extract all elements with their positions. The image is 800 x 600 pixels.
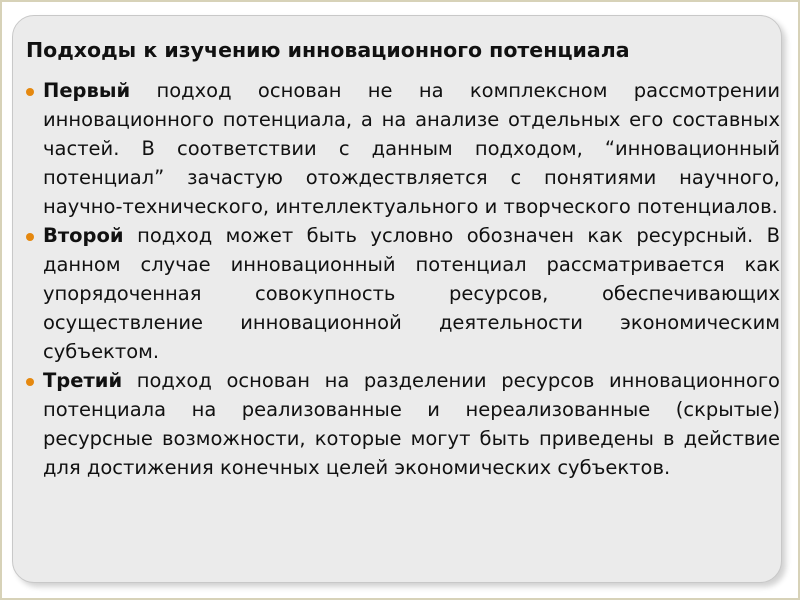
approach-list bbox=[26, 76, 780, 482]
approach-item-second bbox=[26, 221, 780, 366]
approach-text: подход основан на разделении ресурсов инновационного потенциала на реализованные и нереализованные (скрытые) ресурсные возможности, которые могут быть приведены в действие для достижения конечных целей экономических субъектов. bbox=[43, 369, 780, 479]
approach-text: подход может быть условно обозначен как ресурсный. В данном случае инновационный потенциал рассматривается как упорядоченная совокупность ресурсов, обеспечивающих осуществление инновационной деятельности экономическим субъектом. bbox=[43, 224, 780, 363]
approach-item-third bbox=[26, 366, 780, 482]
slide-title: Подходы к изучению инновационного потенциала bbox=[26, 38, 630, 62]
approach-keyword: Второй bbox=[43, 224, 124, 247]
approach-item-first bbox=[26, 76, 780, 221]
approach-text: подход основан не на комплексном рассмотрении инновационного потенциала, а на анализе отдельных его составных частей. В соответствии с данным подходом, “инновационный потенциал” зачастую отождествляется с понятиями научного, научно-технического, интеллектуального и творческого потенциалов. bbox=[43, 79, 780, 218]
bullet-dot-icon bbox=[26, 233, 34, 241]
bullet-dot-icon bbox=[26, 378, 34, 386]
approach-keyword: Первый bbox=[43, 79, 131, 102]
bullet-dot-icon bbox=[26, 88, 34, 96]
approach-keyword: Третий bbox=[43, 369, 123, 392]
